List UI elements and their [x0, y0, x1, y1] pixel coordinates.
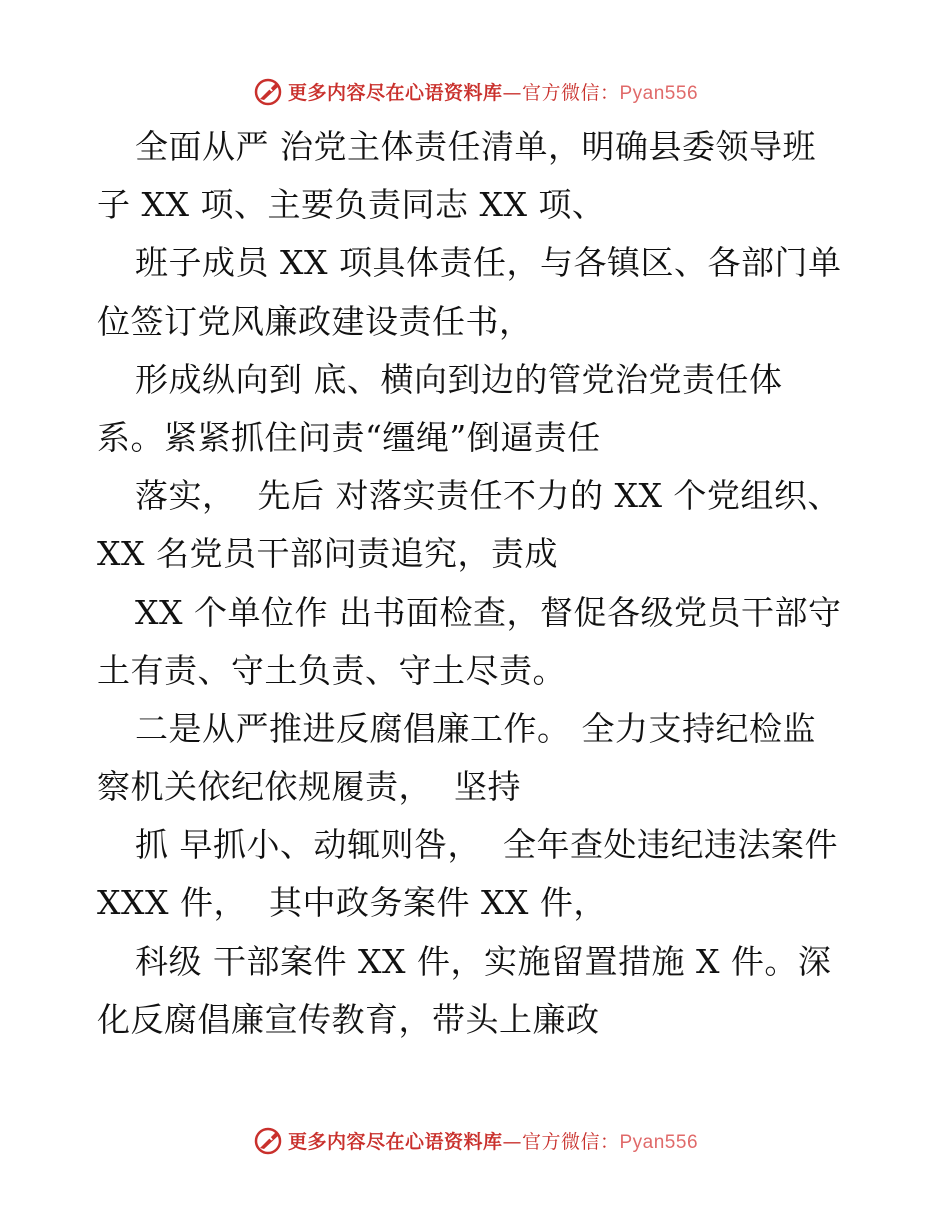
body-line: 系。紧紧抓住问责“缰绳”倒逼责任: [97, 417, 601, 457]
footer-watermark: [0, 1120, 950, 1160]
watermark-sub: 官方微信：: [521, 81, 620, 104]
watermark-dash: —: [502, 1130, 522, 1153]
header-watermark: [0, 71, 950, 111]
watermark-id: Pyan556: [619, 1131, 699, 1153]
body-line: 班子成员 XX 项具体责任，与各镇区、各部门单: [135, 243, 842, 283]
watermark-text: [288, 78, 698, 105]
quill-logo-icon: [252, 75, 284, 107]
watermark-text: [288, 1127, 698, 1154]
body-line: 察机关依纪依规履责， 坚持: [97, 767, 521, 807]
watermark-sub: 官方微信：: [521, 1130, 620, 1153]
document-body: [97, 118, 857, 1049]
body-line: 科级 干部案件 XX 件，实施留置措施 X 件。深: [135, 941, 832, 981]
body-line: 子 XX 项、主要负责同志 XX 项、: [97, 185, 606, 225]
body-line: 抓 早抓小、动辄则咎， 全年查处违纪违法案件: [135, 825, 838, 865]
body-line: XX 名党员干部问责追究，责成: [97, 534, 558, 574]
watermark-id: Pyan556: [619, 82, 699, 104]
body-line: 形成纵向到 底、横向到边的管党治党责任体: [135, 359, 783, 399]
body-line: 化反腐倡廉宣传教育，带头上廉政: [97, 999, 600, 1039]
body-line: XXX 件， 其中政务案件 XX 件，: [97, 883, 607, 923]
body-line: XX 个单位作 出书面检查，督促各级党员干部守: [135, 592, 842, 632]
body-line: 位签订党风廉政建设责任书，: [97, 301, 533, 341]
quill-logo-icon: [252, 1124, 284, 1156]
body-line: 落实， 先后 对落实责任不力的 XX 个党组织、: [135, 476, 841, 516]
watermark-main: 更多内容尽在心语资料库: [287, 81, 503, 104]
watermark-dash: —: [502, 81, 522, 104]
watermark-main: 更多内容尽在心语资料库: [287, 1130, 503, 1153]
body-line: 土有责、守土负责、守土尽责。: [97, 650, 566, 690]
body-line: 全面从严 治党主体责任清单，明确县委领导班: [135, 127, 816, 166]
body-line: 二是从严推进反腐倡廉工作。 全力支持纪检监: [135, 708, 816, 748]
